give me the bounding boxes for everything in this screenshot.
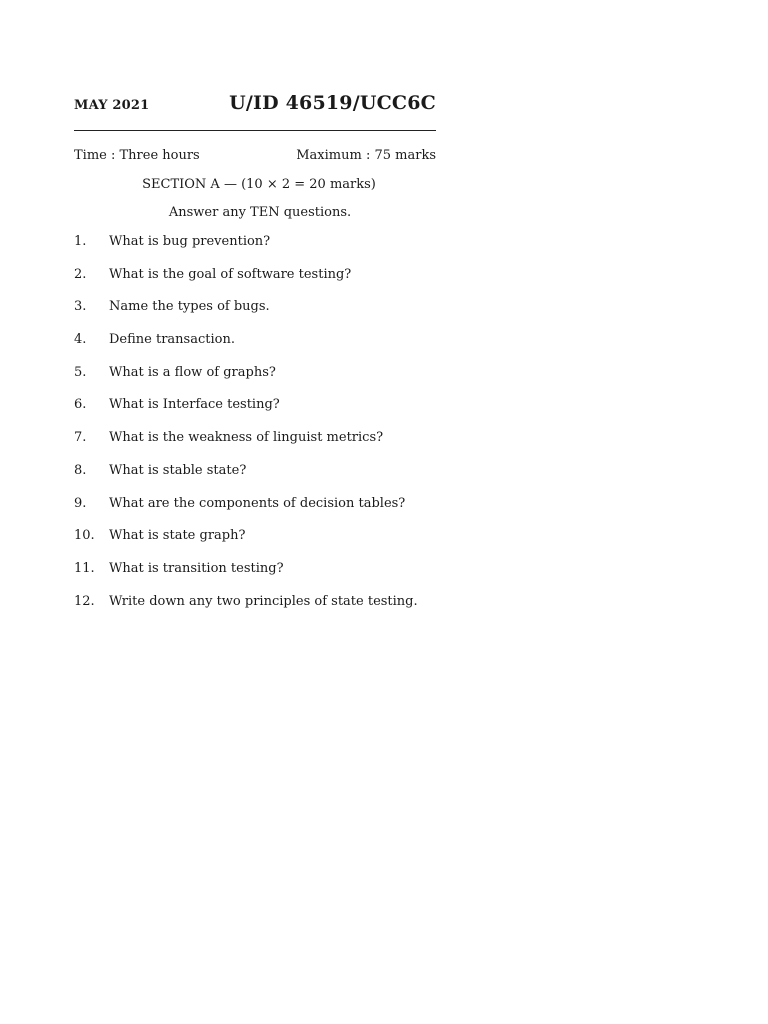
question-item: [74, 267, 436, 300]
question-item: [74, 332, 436, 365]
exam-code: U/ID 46519/UCC6C: [229, 92, 436, 114]
question-text: What is stable state?: [109, 462, 247, 478]
question-text: What is a flow of graphs?: [109, 364, 276, 380]
question-text: What is transition testing?: [109, 560, 284, 576]
question-number: 1.: [74, 234, 87, 249]
maximum-marks: Maximum : 75 marks: [296, 148, 436, 163]
question-item: [74, 299, 436, 332]
section-instruction: Answer any TEN questions.: [168, 205, 352, 220]
exam-meta: [74, 148, 436, 163]
question-text: Define transaction.: [109, 332, 235, 348]
question-number: 11.: [74, 560, 95, 576]
time-allowed: Time : Three hours: [74, 148, 200, 163]
section-heading: SECTION A — (10 × 2 = 20 marks): [142, 177, 376, 192]
question-item: [74, 561, 436, 594]
question-item: [74, 496, 436, 529]
question-text: Name the types of bugs.: [109, 299, 270, 315]
header-divider: [74, 130, 436, 131]
question-number: 6.: [74, 397, 87, 413]
question-text: What is bug prevention?: [109, 234, 271, 249]
question-number: 7.: [74, 430, 87, 446]
question-number: 10.: [74, 528, 95, 544]
exam-header: [74, 92, 436, 120]
question-item: [74, 594, 436, 627]
question-item: [74, 463, 436, 496]
question-number: 8.: [74, 462, 87, 478]
question-item: [74, 430, 436, 463]
question-text: What is the weakness of linguist metrics?: [109, 430, 384, 446]
question-item: [74, 365, 436, 398]
question-number: 4.: [74, 332, 87, 348]
question-number: 3.: [74, 299, 87, 315]
exam-date: MAY 2021: [74, 98, 150, 113]
question-item: [74, 234, 436, 267]
question-text: What are the components of decision tables?: [109, 495, 406, 511]
question-list: [74, 234, 436, 626]
question-number: 12.: [74, 593, 95, 609]
question-text: What is the goal of software testing?: [109, 266, 352, 282]
question-number: 5.: [74, 364, 87, 380]
question-text: What is state graph?: [109, 528, 246, 544]
question-number: 2.: [74, 266, 87, 282]
question-item: [74, 397, 436, 430]
question-text: What is Interface testing?: [109, 397, 280, 413]
question-text: Write down any two principles of state testing.: [109, 593, 418, 609]
question-number: 9.: [74, 495, 87, 511]
question-item: [74, 528, 436, 561]
exam-paper: [74, 92, 436, 626]
